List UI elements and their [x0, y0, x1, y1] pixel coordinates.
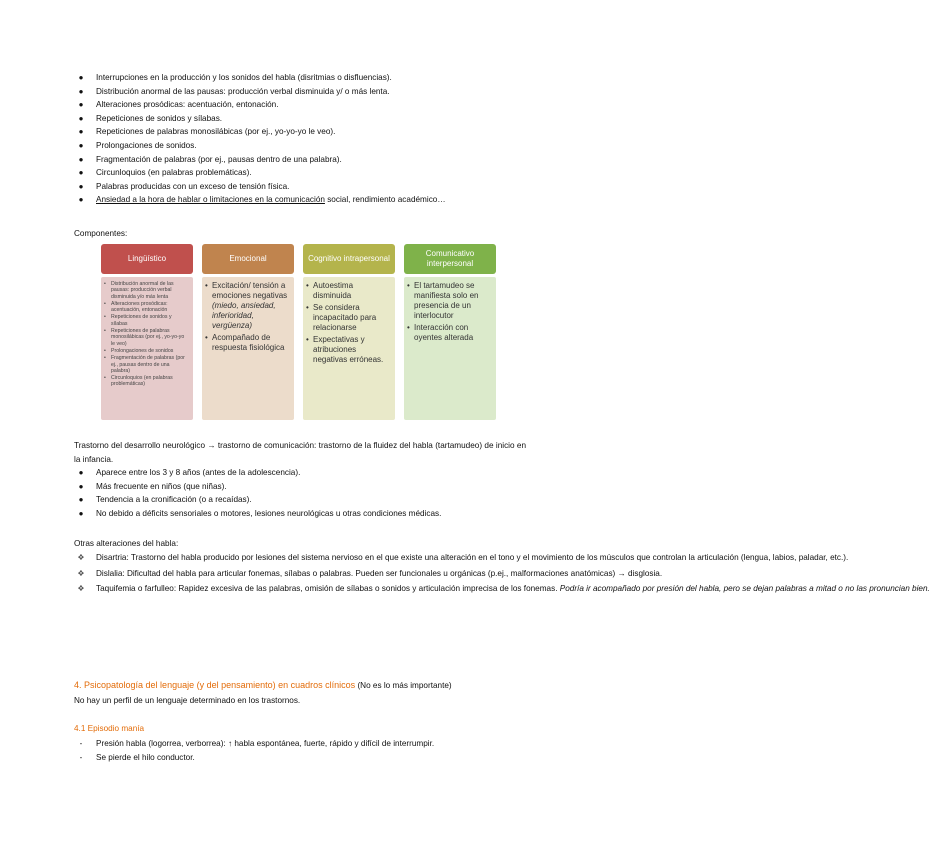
list-item: ● Repeticiones de palabras monosilábicas (por ej., yo-yo-yo le veo). [74, 125, 526, 139]
column-item: • Distribución anormal de las pausas: producción verbal disminuida y/o más lenta [104, 281, 189, 300]
column-item: • Acompañado de respuesta fisiológica [205, 333, 290, 353]
column-header: Cognitivo intrapersonal [303, 244, 395, 274]
componentes-label: Componentes: [74, 229, 128, 238]
list-item: - Se pierde el hilo conductor. [74, 751, 526, 765]
column-header: Lingüístico [101, 244, 193, 274]
section-41-list-block [74, 737, 526, 764]
underlined-text: Ansiedad a la hora de hablar o limitaciones en la comunicación [96, 195, 325, 205]
section-4-subtitle: No hay un perfil de un lenguaje determinado en los trastornos. [74, 696, 301, 705]
bullet-icon: ● [78, 127, 84, 137]
bullet-icon: ● [78, 508, 84, 518]
list-item: ❖ Disartria: Trastorno del habla producido por lesiones del sistema nervioso en el que existe una alteración en el tono y el movimiento de los músculos que controlan la articulación (lengua, labios, paladar, etc.). [74, 551, 526, 565]
list-item: ● Alteraciones prosódicas: acentuación, entonación. [74, 98, 526, 112]
trastorno-list-block [74, 466, 526, 520]
list-item: ❖ Dislalia: Dificultad del habla para articular fonemas, sílabas o palabras. Pueden ser funcionales u orgánicas (p.ej., malformaciones anatómicas) → disglosia. [74, 567, 526, 581]
diamond-bullet-icon: ❖ [77, 553, 85, 562]
column-item: • Se considera incapacitado para relacionarse [306, 303, 391, 333]
bullet-icon: ● [78, 495, 84, 505]
section-41-list [74, 737, 526, 764]
bullet-icon: ● [78, 140, 84, 150]
column-item: • Autoestima disminuida [306, 281, 391, 301]
diamond-bullet-icon: ❖ [77, 584, 85, 594]
column-item: • Expectativas y atribuciones negativas erróneas. [306, 335, 391, 365]
diagram-column-comunicativo [404, 244, 496, 420]
list-item: ● Interrupciones en la producción y los sonidos del habla (disritmias o disfluencias). [74, 71, 526, 85]
column-body [202, 277, 294, 420]
diagram-column-emocional [202, 244, 294, 420]
section-title: 4. Psicopatología del lenguaje (y del pensamiento) en cuadros clínicos [74, 680, 356, 690]
list-item: - Presión habla (logorrea, verborrea): ↑ habla espontánea, fuerte, rápido y difícil de interrumpir. [74, 737, 526, 751]
list-item: ❖ Taquifemia o farfulleo: Rapidez excesiva de las palabras, omisión de sílabas o sonidos y articulación imprecisa de los fonemas. Podría ir acompañado por presión del habla, pero se dejan palabras a mitad o no las pronuncian bien. [74, 582, 526, 596]
components-diagram [101, 244, 496, 420]
column-item: • Fragmentación de palabras (por ej., pausas dentro de una palabra) [104, 355, 189, 374]
list-item: ● Tendencia a la cronificación (o a recaídas). [74, 493, 526, 507]
list-item: ● Distribución anormal de las pausas: producción verbal disminuida y/ o más lenta. [74, 85, 526, 99]
bullet-icon: ● [78, 154, 84, 164]
column-item: • El tartamudeo se manifiesta solo en presencia de un interlocutor [407, 281, 492, 321]
bullet-icon: ● [78, 113, 84, 123]
column-item: • Excitación/ tensión a emociones negativas (miedo, ansiedad, inferioridad, vergüenza) [205, 281, 290, 331]
list-item: ● Palabras producidas con un exceso de tensión física. [74, 180, 526, 194]
column-item: • Prolongaciones de sonidos [104, 348, 189, 354]
dash-bullet-icon: - [79, 752, 83, 762]
diamond-bullet-icon: ❖ [77, 568, 85, 578]
list-item: ● Repeticiones de sonidos y sílabas. [74, 112, 526, 126]
bullet-icon: ● [78, 168, 84, 178]
section-4-heading: 4. Psicopatología del lenguaje (y del pensamiento) en cuadros clínicos (No es lo más importante) [74, 680, 452, 690]
bullet-icon: ● [78, 181, 84, 191]
otras-list-block [74, 551, 930, 596]
diagram-column-cognitivo [303, 244, 395, 420]
bullet-icon: ● [78, 86, 84, 96]
list-item: ● Circunloquios (en palabras problemáticas). [74, 166, 526, 180]
column-header: Emocional [202, 244, 294, 274]
list-item: ● Más frecuente en niños (que niñas). [74, 480, 526, 494]
symptom-list-block [74, 71, 526, 207]
bullet-icon: ● [78, 195, 84, 205]
diagram-column-linguistico [101, 244, 193, 420]
trastorno-paragraph: Trastorno del desarrollo neurológico → trastorno de comunicación: trastorno de la fluidez del habla (tartamudeo) de inicio en la infancia. [74, 441, 526, 464]
list-item: ● Ansiedad a la hora de hablar o limitaciones en la comunicación social, rendimiento académico… [74, 193, 526, 207]
list-item: ● No debido a déficits sensoriales o motores, lesiones neurológicas u otras condiciones médicas. [74, 507, 526, 521]
column-body [101, 277, 193, 420]
column-item: • Repeticiones de palabras monosilábicas (por ej., yo-yo-yo le veo) [104, 328, 189, 347]
column-item: • Circunloquios (en palabras problemáticas) [104, 375, 189, 388]
column-item: • Interacción con oyentes alterada [407, 323, 492, 343]
symptom-list [74, 71, 526, 207]
list-item: ● Fragmentación de palabras (por ej., pausas dentro de una palabra). [74, 153, 526, 167]
section-41-title: 4.1 Episodio manía [74, 724, 145, 733]
column-header: Comunicativo interpersonal [404, 244, 496, 274]
column-item: • Repeticiones de sonidos y sílabas [104, 314, 189, 327]
list-item: ● Aparece entre los 3 y 8 años (antes de la adolescencia). [74, 466, 526, 480]
otras-label: Otras alteraciones del habla: [74, 539, 179, 548]
column-body [303, 277, 395, 420]
bullet-icon: ● [78, 481, 84, 491]
list-item: ● Prolongaciones de sonidos. [74, 139, 526, 153]
column-item: • Alteraciones prosódicas: acentuación, entonación [104, 301, 189, 314]
bullet-icon: ● [78, 73, 84, 82]
otras-list [74, 551, 930, 596]
bullet-icon: ● [78, 468, 84, 477]
column-body [404, 277, 496, 420]
trastorno-list [74, 466, 526, 520]
bullet-icon: ● [78, 100, 84, 110]
dash-bullet-icon: - [79, 739, 83, 748]
